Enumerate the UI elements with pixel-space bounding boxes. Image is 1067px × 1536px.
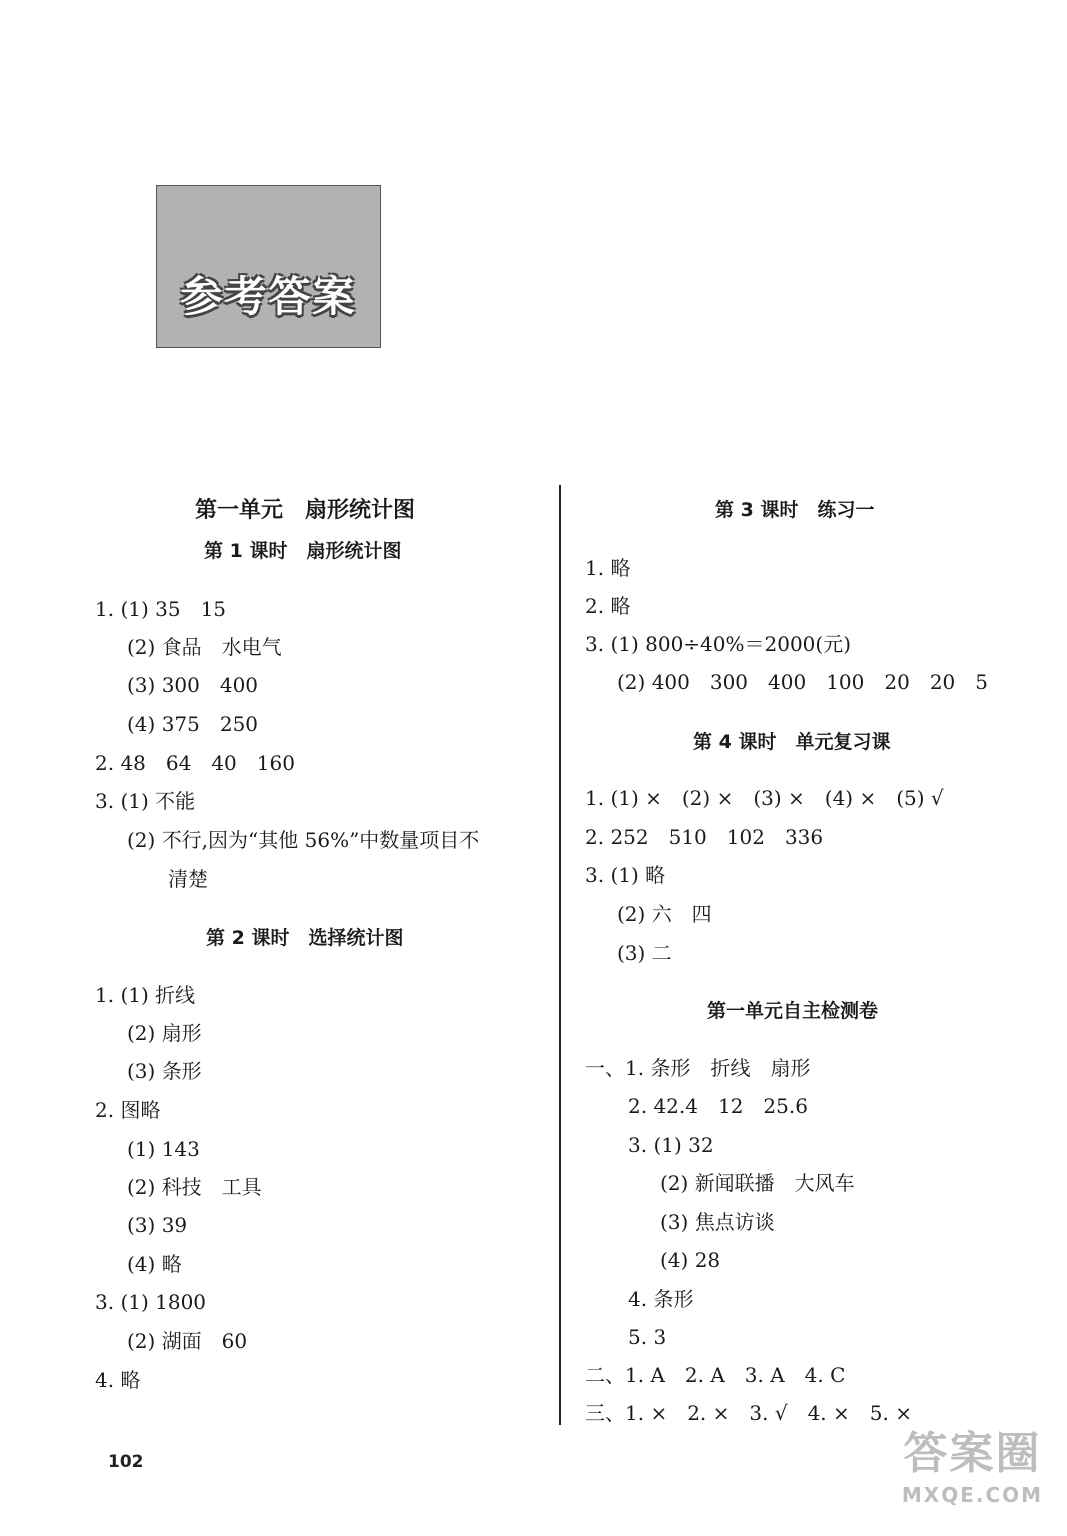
answer-line: (3) 300 400: [127, 673, 259, 697]
site-watermark: [885, 1425, 1060, 1530]
column-divider: [559, 485, 561, 1425]
answer-line: 3. (1) 略: [585, 863, 666, 887]
watermark-url: MXQE.COM: [901, 1483, 1044, 1507]
answer-line: (4) 375 250: [127, 712, 259, 736]
answer-line: (3) 39: [127, 1213, 188, 1237]
answer-line: 3. (1) 1800: [95, 1290, 207, 1314]
lesson-1-title: 第 1 课时 扇形统计图: [204, 540, 402, 562]
answer-line: 1. (1) 35 15: [95, 597, 227, 621]
answer-line: 1. (1) 折线: [95, 983, 196, 1007]
answer-line: (2) 新闻联播 大风车: [660, 1171, 855, 1195]
answer-line: (1) 143: [127, 1137, 200, 1161]
lesson-3-title: 第 3 课时 练习一: [715, 499, 875, 521]
answer-line: 清楚: [168, 867, 208, 891]
answer-line: (2) 400 300 400 100 20 20 5: [617, 670, 989, 694]
answer-line: 1. (1) × (2) × (3) × (4) × (5) √: [585, 786, 944, 810]
answer-line: 三、1. × 2. × 3. √ 4. × 5. ×: [585, 1401, 912, 1425]
unit-test-title: 第一单元自主检测卷: [707, 1000, 879, 1022]
answer-line: 1. 略: [585, 556, 631, 580]
answer-line: (2) 六 四: [617, 902, 712, 926]
answer-line: (2) 扇形: [127, 1021, 202, 1045]
answer-line: 4. 条形: [628, 1287, 694, 1311]
answer-line: 一、1. 条形 折线 扇形: [585, 1056, 811, 1080]
answer-line: (4) 28: [660, 1248, 721, 1272]
answer-line: 2. 42.4 12 25.6: [628, 1094, 808, 1118]
answer-line: 二、1. A 2. A 3. A 4. C: [585, 1363, 846, 1387]
answer-key-title: 参考答案: [180, 272, 357, 321]
answer-line: 3. (1) 32: [628, 1133, 714, 1157]
answer-line: (4) 略: [127, 1252, 182, 1276]
answer-line: 2. 略: [585, 594, 631, 618]
answer-line: (2) 不行,因为“其他 56%”中数量项目不: [127, 828, 480, 852]
watermark-logo: 答案圈: [903, 1428, 1042, 1479]
unit-title: 第一单元 扇形统计图: [195, 498, 416, 523]
answer-line: (3) 二: [617, 941, 672, 965]
answer-line: 4. 略: [95, 1368, 141, 1392]
answer-line: 5. 3: [628, 1325, 667, 1349]
answer-line: (3) 条形: [127, 1059, 202, 1083]
answer-line: 3. (1) 不能: [95, 789, 196, 813]
answer-line: 3. (1) 800÷40%＝2000(元): [585, 632, 852, 656]
lesson-2-title: 第 2 课时 选择统计图: [206, 927, 404, 949]
answer-line: 2. 252 510 102 336: [585, 825, 824, 849]
answer-line: 2. 48 64 40 160: [95, 751, 295, 775]
answer-line: 2. 图略: [95, 1098, 161, 1122]
answer-line: (2) 食品 水电气: [127, 635, 282, 659]
lesson-4-title: 第 4 课时 单元复习课: [693, 731, 891, 753]
page-number: 102: [108, 1452, 144, 1472]
answer-line: (2) 科技 工具: [127, 1175, 262, 1199]
answer-key-banner: [156, 185, 381, 348]
answer-line: (3) 焦点访谈: [660, 1210, 775, 1234]
answer-line: (2) 湖面 60: [127, 1329, 248, 1353]
